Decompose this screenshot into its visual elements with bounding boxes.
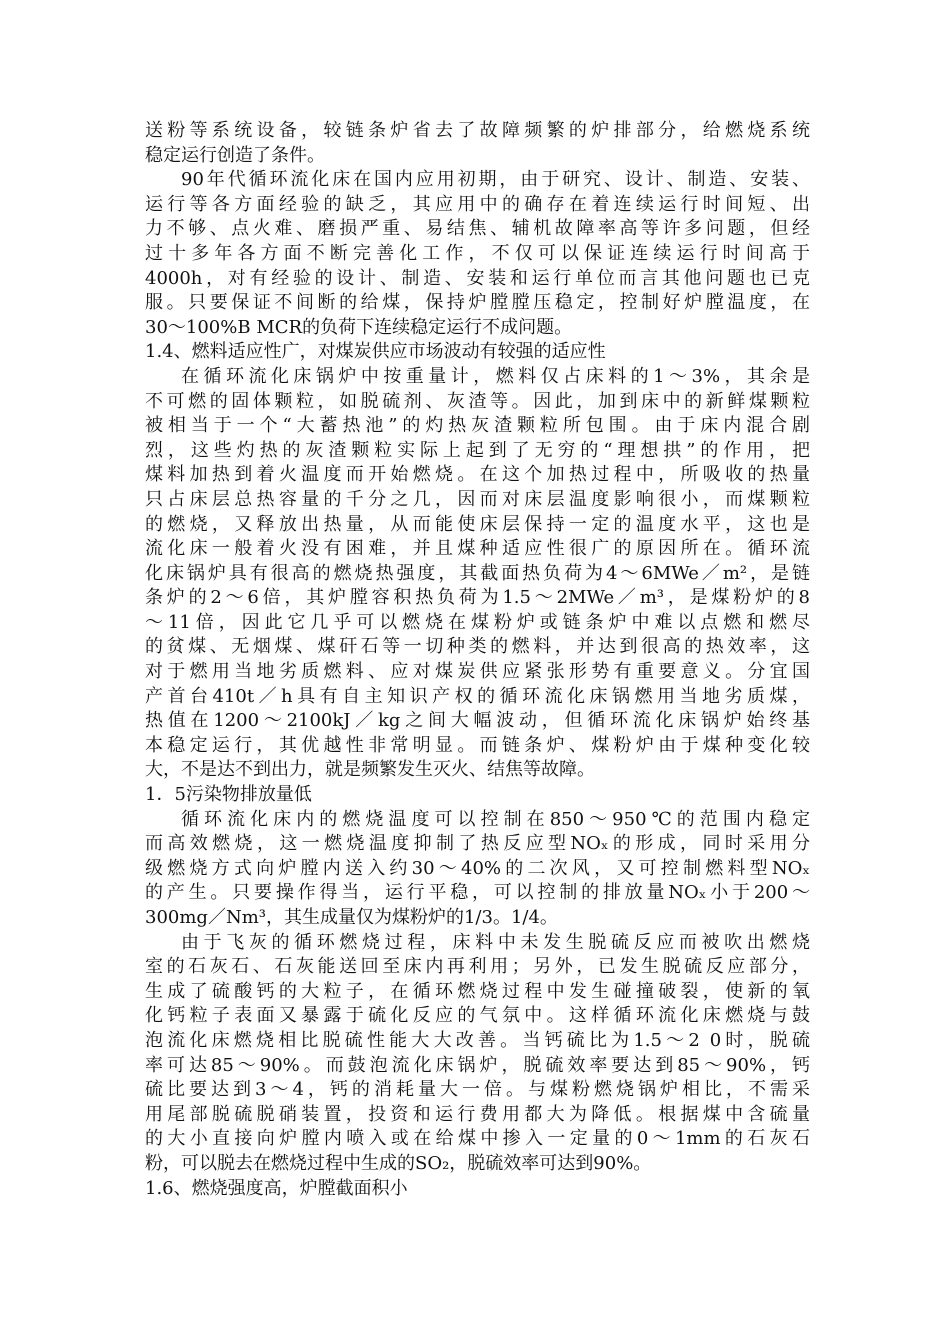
text-line: 本稳定运行，其优越性非常明显。而链条炉、煤粉炉由于煤种变化较 [145, 734, 810, 756]
text-line: 化钙粒子表面又暴露于硫化反应的气氛中。这样循环流化床燃烧与鼓 [145, 1005, 810, 1027]
text-line: 级燃烧方式向炉膛内送入约30～40%的二次风，又可控制燃料型NOₓ [145, 857, 810, 879]
text-line: 30～100%B MCR的负荷下连续稳定运行不成问题。 [145, 316, 573, 338]
text-line: 的燃烧，又释放出热量，从而能使床层保持一定的温度水平，这也是 [145, 513, 810, 535]
section-heading: 1.6、燃烧强度高，炉膛截面积小 [145, 1177, 408, 1199]
text-line: 产首台410t／h具有自主知识产权的循环流化床锅燃用当地劣质煤， [145, 685, 810, 707]
document-body [145, 119, 810, 1201]
section-heading: 1.4、燃料适应性广，对煤炭供应市场波动有较强的适应性 [145, 341, 606, 363]
text-line: 服。只要保证不间断的给煤，保持炉膛膛压稳定，控制好炉膛温度，在 [145, 292, 810, 314]
text-line: 力不够、点火难、磨损严重、易结焦、辅机故障率高等许多问题，但经 [145, 218, 810, 240]
text-line: ～11倍，因此它几乎可以燃烧在煤粉炉或链条炉中难以点燃和燃尽 [145, 611, 810, 633]
text-line: 的贫煤、无烟煤、煤矸石等一切种类的燃料，并达到很高的热效率，这 [145, 636, 810, 658]
text-line: 不可燃的固体颗粒，如脱硫剂、灰渣等。因此，加到床中的新鲜煤颗粒 [145, 390, 810, 412]
section-heading: 1．5污染物排放量低 [145, 784, 312, 806]
text-line: 只占床层总热容量的千分之几，因而对床层温度影响很小，而煤颗粒 [145, 488, 810, 510]
text-line: 大，不是达不到出力，就是频繁发生灭火、结焦等故障。 [145, 759, 595, 781]
text-line: 而高效燃烧，这一燃烧温度抑制了热反应型NOₓ的形成，同时采用分 [145, 833, 810, 855]
text-line: 条炉的2～6倍，其炉膛容积热负荷为1.5～2MWe／m³，是煤粉炉的8 [145, 587, 810, 609]
text-line: 煤料加热到着火温度而开始燃烧。在这个加热过程中，所吸收的热量 [145, 464, 810, 486]
text-line: 稳定运行创造了条件。 [145, 144, 325, 166]
text-line: 90年代循环流化床在国内应用初期，由于研究、设计、制造、安装、 [181, 169, 810, 191]
text-line: 流化床一般着火没有困难，并且煤种适应性很广的原因所在。循环流 [145, 538, 810, 560]
text-line: 循环流化床内的燃烧温度可以控制在850～950℃的范围内稳定 [181, 808, 810, 830]
text-line: 用尾部脱硫脱硝装置，投资和运行费用都大为降低。根据煤中含硫量 [145, 1103, 810, 1125]
text-line: 硫比要达到3～4，钙的消耗量大一倍。与煤粉燃烧锅炉相比，不需采 [145, 1079, 810, 1101]
text-line: 室的石灰石、石灰能送回至床内再利用；另外，已发生脱硫反应部分， [145, 956, 810, 978]
text-line: 生成了硫酸钙的大粒子，在循环燃烧过程中发生碰撞破裂，使新的氧 [145, 980, 810, 1002]
text-line: 运行等各方面经验的缺乏，其应用中的确存在着连续运行时间短、出 [145, 193, 810, 215]
text-line: 粉，可以脱去在燃烧过程中生成的SO₂，脱硫效率可达到90%。 [145, 1152, 652, 1174]
text-line: 由于飞灰的循环燃烧过程，床料中未发生脱硫反应而被吹出燃烧 [181, 931, 810, 953]
text-line: 被相当于一个“大蓄热池”的灼热灰渣颗粒所包围。由于床内混合剧 [145, 415, 810, 437]
text-line: 送粉等系统设备，较链条炉省去了故障频繁的炉排部分，给燃烧系统 [145, 120, 810, 141]
text-line: 的产生。只要操作得当，运行平稳，可以控制的排放量NOₓ小于200～ [145, 882, 810, 904]
text-line: 对于燃用当地劣质燃料、应对煤炭供应紧张形势有重要意义。分宜国 [145, 661, 810, 683]
text-line: 在循环流化床锅炉中按重量计，燃料仅占床料的1～3%，其余是 [181, 365, 810, 387]
text-line: 300mg／Nm³，其生成量仅为煤粉炉的1/3。1/4。 [145, 907, 558, 928]
text-line: 热值在1200～2100kJ／kg之间大幅波动，但循环流化床锅炉始终基 [145, 710, 810, 732]
text-line: 化床锅炉具有很高的燃烧热强度，其截面热负荷为4～6MWe／m²，是链 [145, 562, 810, 584]
text-line: 泡流化床燃烧相比脱硫性能大大改善。当钙硫比为1.5～2 0时，脱硫 [145, 1029, 810, 1051]
text-line: 过十多年各方面不断完善化工作，不仅可以保证连续运行时间高于 [145, 242, 810, 264]
text-line: 的大小直接向炉膛内喷入或在给煤中掺入一定量的0～1mm的石灰石 [145, 1128, 810, 1150]
text-line: 烈，这些灼热的灰渣颗粒实际上起到了无穷的“理想拱”的作用，把 [145, 439, 810, 461]
text-line: 率可达85～90%。而鼓泡流化床锅炉，脱硫效率要达到85～90%，钙 [145, 1054, 810, 1076]
text-line: 4000h，对有经验的设计、制造、安装和运行单位而言其他问题也已克 [145, 267, 810, 289]
